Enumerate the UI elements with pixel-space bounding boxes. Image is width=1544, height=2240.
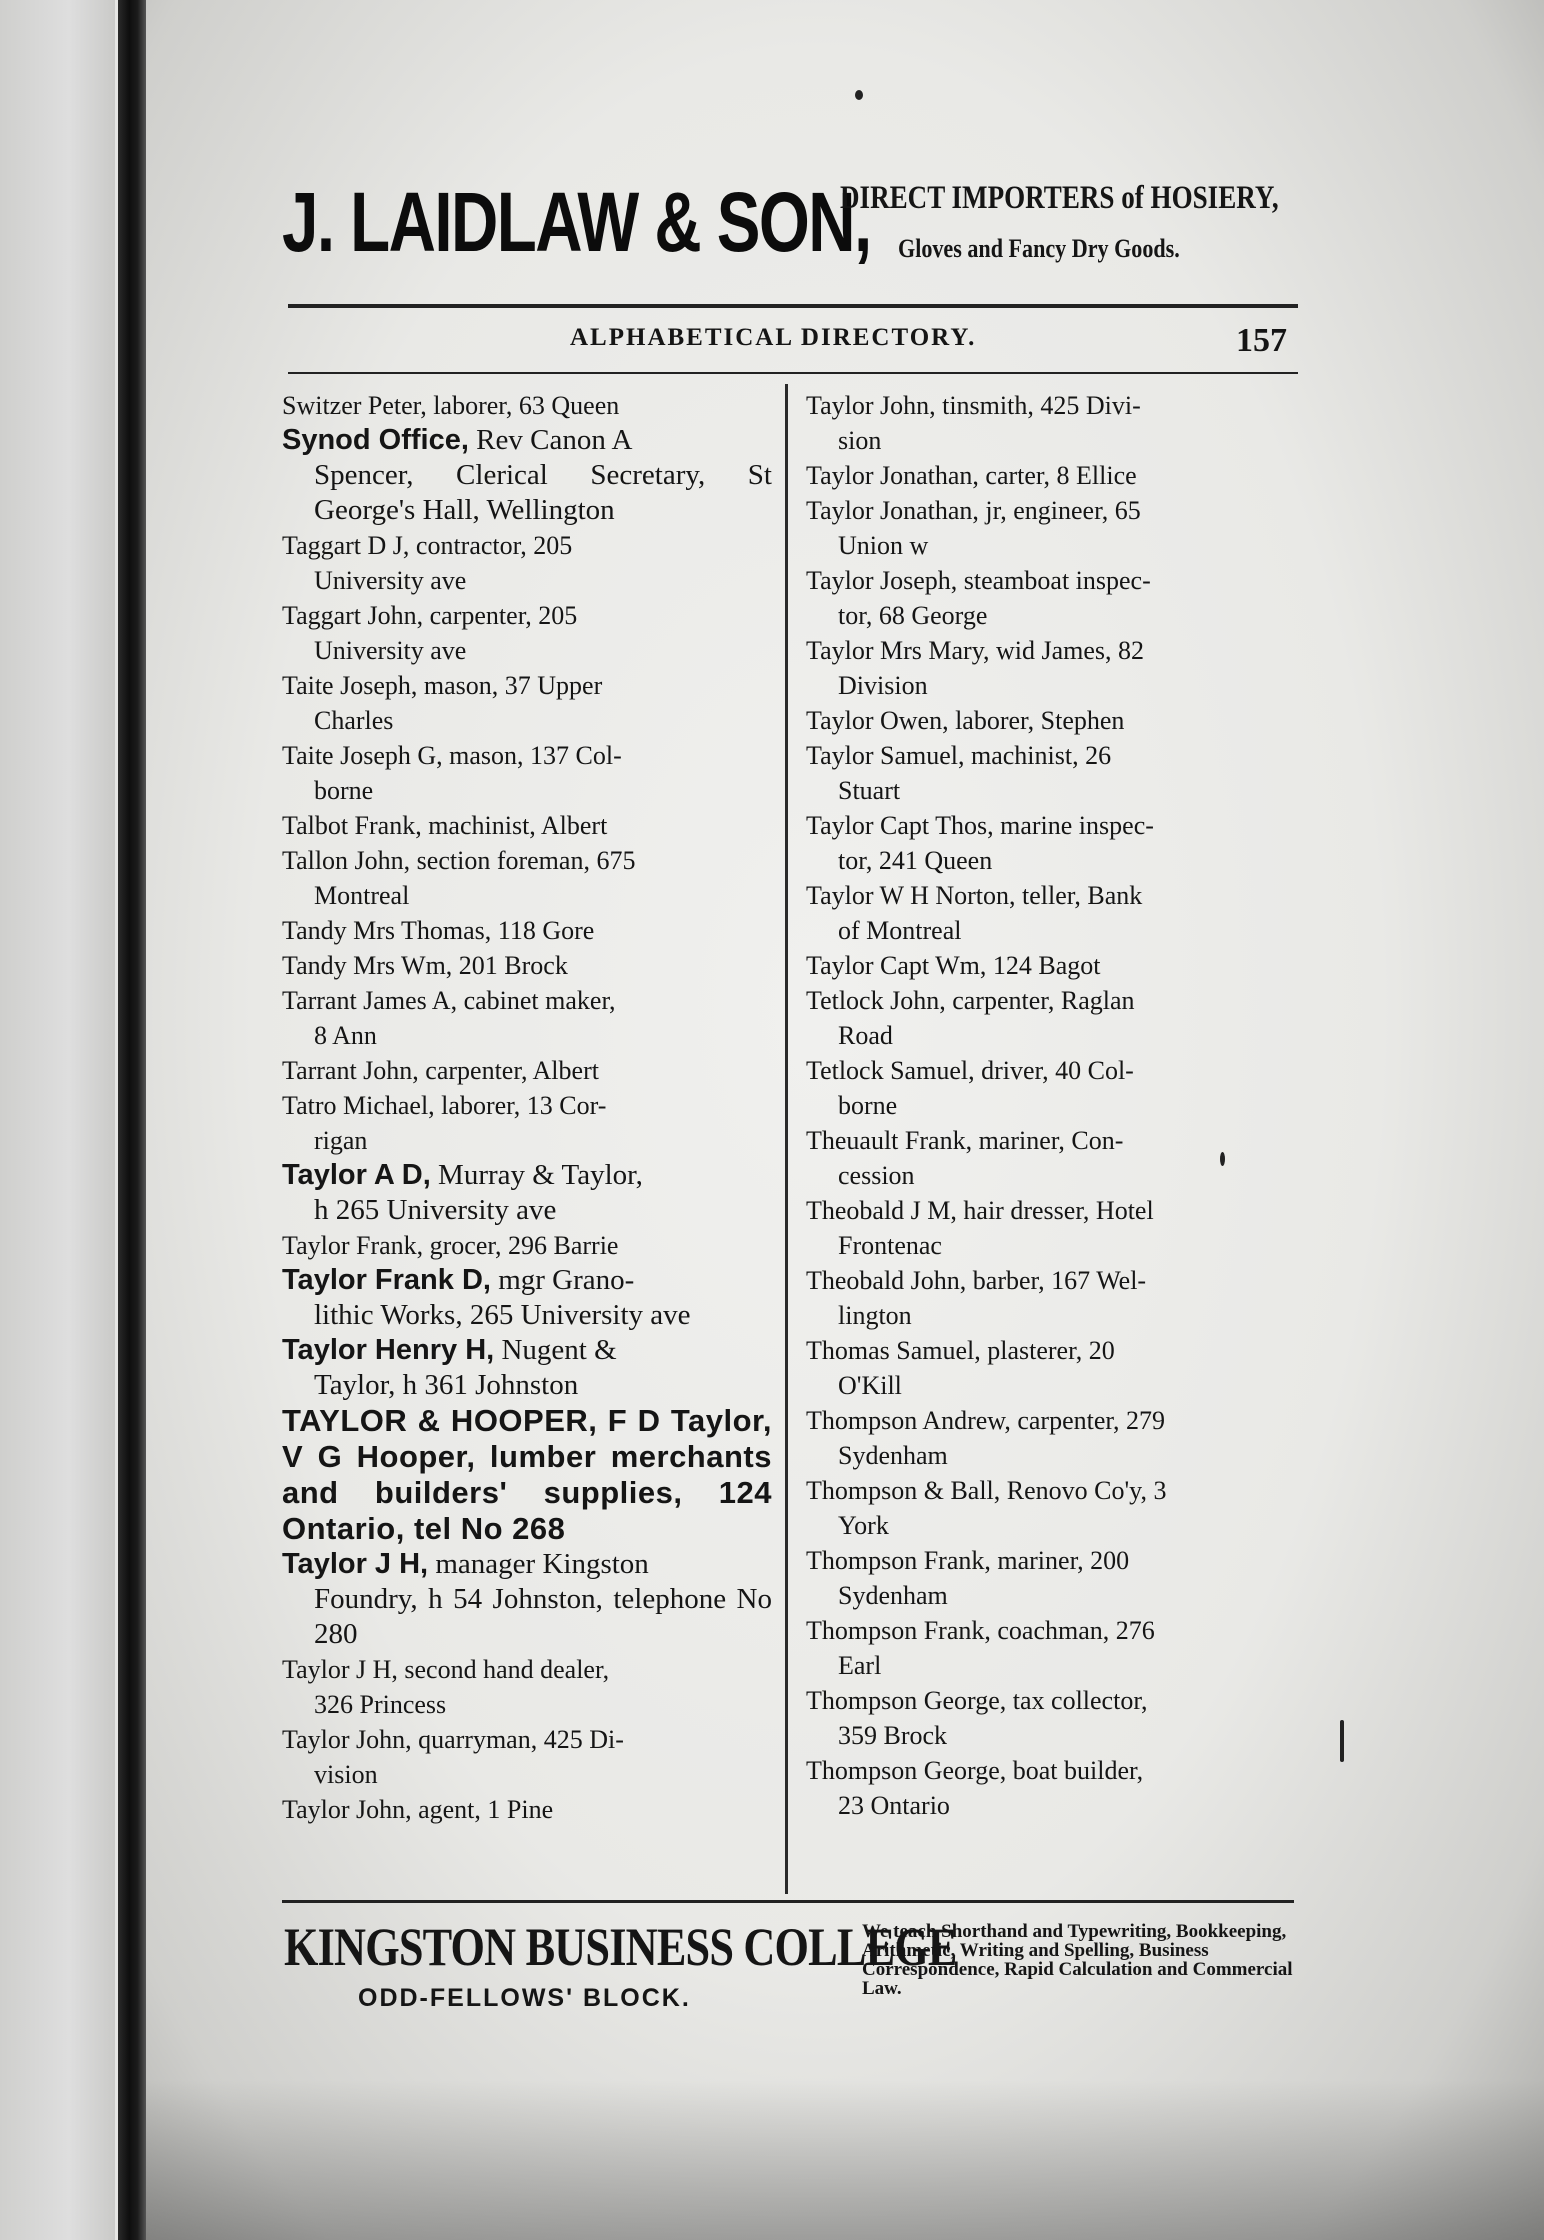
directory-entry xyxy=(806,1263,1296,1333)
entry-continuation: rigan xyxy=(314,1126,368,1155)
entry-continuation: sion xyxy=(838,426,882,455)
entry-text: Taylor Samuel, machinist, 26 xyxy=(806,741,1112,770)
entry-continuation: Division xyxy=(838,671,928,700)
directory-column-right xyxy=(806,388,1296,1823)
entry-text: manager Kingston xyxy=(428,1548,649,1580)
entry-continuation: University ave xyxy=(314,636,467,665)
entry-continuation: 359 Brock xyxy=(838,1721,948,1750)
entry-continuation: of Montreal xyxy=(838,916,962,945)
entry-text: Tandy Mrs Wm, 201 Brock xyxy=(282,951,568,980)
entry-continuation: Earl xyxy=(838,1651,882,1680)
directory-entry xyxy=(806,1053,1296,1123)
header-rule xyxy=(288,304,1298,308)
entry-text: Theuault Frank, mariner, Con- xyxy=(806,1126,1124,1155)
directory-entry xyxy=(806,878,1296,948)
entry-text: Taylor Joseph, steamboat inspec- xyxy=(806,566,1151,595)
entry-text: Taylor Jonathan, jr, engineer, 65 xyxy=(806,496,1141,525)
entry-text: Taggart D J, contractor, 205 xyxy=(282,531,573,560)
entry-text: Thompson George, boat builder, xyxy=(806,1756,1144,1785)
directory-entry xyxy=(806,1753,1296,1823)
directory-entry xyxy=(806,1473,1296,1543)
entry-continuation: Frontenac xyxy=(838,1231,942,1260)
directory-entry xyxy=(282,1652,772,1722)
running-head-rule xyxy=(288,372,1298,374)
ink-speck xyxy=(1220,1152,1225,1166)
directory-entry xyxy=(806,458,1296,493)
entry-continuation: O'Kill xyxy=(838,1371,902,1400)
entry-text: Rev Canon A xyxy=(468,424,633,456)
entry-continuation: Montreal xyxy=(314,881,410,910)
entry-bold-name: Synod Office, xyxy=(282,424,469,456)
entry-text: Taylor John, quarryman, 425 Di- xyxy=(282,1725,624,1754)
directory-entry xyxy=(806,1333,1296,1403)
entry-continuation: lithic Works, 265 University ave xyxy=(314,1299,691,1331)
directory-entry xyxy=(282,1228,772,1263)
directory-entry xyxy=(282,808,772,843)
directory-entry xyxy=(806,633,1296,703)
directory-entry xyxy=(282,1263,772,1333)
directory-entry xyxy=(806,493,1296,563)
entry-text: Taylor Capt Thos, marine inspec- xyxy=(806,811,1154,840)
entry-text: Tetlock Samuel, driver, 40 Col- xyxy=(806,1056,1134,1085)
college-address: ODD-FELLOWS' BLOCK. xyxy=(358,1984,691,2012)
entry-text: Tetlock John, carpenter, Raglan xyxy=(806,986,1135,1015)
footer-advertisement xyxy=(282,1908,1302,2018)
entry-text: Taylor Mrs Mary, wid James, 82 xyxy=(806,636,1145,665)
entry-text: Thomas Samuel, plasterer, 20 xyxy=(806,1336,1115,1365)
directory-entry xyxy=(282,1547,772,1652)
entry-bold-name: Taylor J H, xyxy=(282,1548,429,1580)
entry-continuation: lington xyxy=(838,1301,912,1330)
entry-text: Taite Joseph G, mason, 137 Col- xyxy=(282,741,622,770)
entry-text: Taylor Capt Wm, 124 Bagot xyxy=(806,951,1101,980)
entry-continuation: 8 Ann xyxy=(314,1021,377,1050)
column-divider xyxy=(785,384,788,1894)
entry-text: Switzer Peter, laborer, 63 Queen xyxy=(282,391,620,420)
advertiser-tagline-2: Gloves and Fancy Dry Goods. xyxy=(898,234,1180,263)
entry-text: Tallon John, section foreman, 675 xyxy=(282,846,636,875)
directory-entry xyxy=(806,703,1296,738)
directory-column-left xyxy=(282,388,772,1827)
page-bottom-shade xyxy=(146,2080,1544,2240)
college-courses-note: We teach Shorthand and Typewriting, Bookkeeping, Arithmetic, Writing and Spelling, Business Correspondence, Rapid Calculation and Commercial Law. xyxy=(862,1921,1293,1999)
directory-entry xyxy=(282,528,772,598)
directory-entry xyxy=(282,1722,772,1792)
directory-entry xyxy=(806,1543,1296,1613)
entry-text: Tatro Michael, laborer, 13 Cor- xyxy=(282,1091,607,1120)
directory-firm-entry: TAYLOR & HOOPER, F D Taylor, V G Hooper, lumber merchants and builders' supplies, 124 Ontario, tel No 268 xyxy=(282,1403,772,1546)
entry-continuation: Taylor, h 361 Johnston xyxy=(314,1369,579,1401)
entry-text: Taylor W H Norton, teller, Bank xyxy=(806,881,1143,910)
directory-entry xyxy=(282,1053,772,1088)
entry-text: Taylor John, agent, 1 Pine xyxy=(282,1795,554,1824)
entry-text: Talbot Frank, machinist, Albert xyxy=(282,811,608,840)
entry-continuation: Spencer, Clerical Secretary, St George's Hall, Wellington xyxy=(314,459,772,526)
entry-text: Thompson Andrew, carpenter, 279 xyxy=(806,1406,1166,1435)
directory-entry xyxy=(806,1683,1296,1753)
entry-continuation: borne xyxy=(838,1091,898,1120)
entry-text: Taylor Frank, grocer, 296 Barrie xyxy=(282,1231,619,1260)
entry-text: Thompson & Ball, Renovo Co'y, 3 xyxy=(806,1476,1167,1505)
directory-entry xyxy=(806,1403,1296,1473)
entry-continuation: vision xyxy=(314,1760,378,1789)
entry-text: Thompson Frank, coachman, 276 xyxy=(806,1616,1155,1645)
entry-text: Tandy Mrs Thomas, 118 Gore xyxy=(282,916,595,945)
scan-left-margin xyxy=(0,0,115,2240)
entry-text: Taylor Jonathan, carter, 8 Ellice xyxy=(806,461,1137,490)
entry-continuation: Sydenham xyxy=(838,1441,948,1470)
ink-speck xyxy=(1340,1720,1344,1762)
directory-entry xyxy=(282,423,772,528)
running-head: ALPHABETICAL DIRECTORY. xyxy=(570,324,977,351)
entry-text: Tarrant James A, cabinet maker, xyxy=(282,986,616,1015)
directory-entry xyxy=(282,1333,772,1403)
entry-text: Theobald John, barber, 167 Wel- xyxy=(806,1266,1147,1295)
directory-entry xyxy=(806,388,1296,458)
entry-continuation: tor, 241 Queen xyxy=(838,846,993,875)
entry-bold-name: Taylor Frank D, xyxy=(282,1264,491,1296)
entry-text: Taggart John, carpenter, 205 xyxy=(282,601,578,630)
entry-continuation: Foundry, h 54 Johnston, telephone No 280 xyxy=(314,1583,772,1650)
college-name: KINGSTON BUSINESS COLLEGE xyxy=(284,1917,957,1977)
directory-entry xyxy=(282,1088,772,1158)
entry-continuation: University ave xyxy=(314,566,467,595)
entry-continuation: Charles xyxy=(314,706,394,735)
directory-entry xyxy=(282,948,772,983)
entry-continuation: h 265 University ave xyxy=(314,1194,557,1226)
entry-text: mgr Grano- xyxy=(490,1264,635,1296)
entry-text: Theobald J M, hair dresser, Hotel xyxy=(806,1196,1154,1225)
directory-entry xyxy=(282,983,772,1053)
directory-entry xyxy=(806,1193,1296,1263)
directory-entry xyxy=(806,563,1296,633)
entry-continuation: cession xyxy=(838,1161,915,1190)
ink-speck xyxy=(855,90,863,100)
entry-text: Taite Joseph, mason, 37 Upper xyxy=(282,671,603,700)
entry-continuation: Stuart xyxy=(838,776,901,805)
directory-entry xyxy=(806,808,1296,878)
directory-entry xyxy=(282,668,772,738)
entry-continuation: Road xyxy=(838,1021,893,1050)
entry-text: Taylor Owen, laborer, Stephen xyxy=(806,706,1125,735)
directory-entry xyxy=(282,843,772,913)
entry-bold-name: Taylor Henry H, xyxy=(282,1334,495,1366)
entry-continuation: tor, 68 George xyxy=(838,601,988,630)
entry-text: Murray & Taylor, xyxy=(430,1159,643,1191)
entry-continuation: Sydenham xyxy=(838,1581,948,1610)
entry-continuation: 23 Ontario xyxy=(838,1791,950,1820)
entry-continuation: York xyxy=(838,1511,889,1540)
directory-entry xyxy=(806,948,1296,983)
entry-text: Taylor John, tinsmith, 425 Divi- xyxy=(806,391,1141,420)
directory-entry xyxy=(282,598,772,668)
entry-bold-name: Taylor A D, xyxy=(282,1159,431,1191)
entry-continuation: borne xyxy=(314,776,374,805)
directory-entry xyxy=(806,738,1296,808)
book-binding-shadow xyxy=(118,0,146,2240)
directory-entry xyxy=(806,983,1296,1053)
entry-text: Nugent & xyxy=(494,1334,617,1366)
entry-continuation: Union w xyxy=(838,531,929,560)
directory-entry xyxy=(282,738,772,808)
directory-entry xyxy=(282,388,772,423)
directory-entry xyxy=(282,1158,772,1228)
entry-text: Thompson Frank, mariner, 200 xyxy=(806,1546,1130,1575)
entry-text: Thompson George, tax collector, xyxy=(806,1686,1148,1715)
directory-entry xyxy=(806,1613,1296,1683)
page-number: 157 xyxy=(1236,322,1287,359)
entry-text: Taylor J H, second hand dealer, xyxy=(282,1655,610,1684)
directory-entry xyxy=(282,913,772,948)
entry-text: Tarrant John, carpenter, Albert xyxy=(282,1056,599,1085)
directory-entry xyxy=(282,1792,772,1827)
footer-rule xyxy=(282,1900,1294,1903)
header-advertisement xyxy=(282,170,1302,290)
advertiser-tagline-1: DIRECT IMPORTERS of HOSIERY, xyxy=(840,180,1279,216)
advertiser-name: J. LAIDLAW & SON, xyxy=(282,175,871,269)
entry-continuation: 326 Princess xyxy=(314,1690,447,1719)
